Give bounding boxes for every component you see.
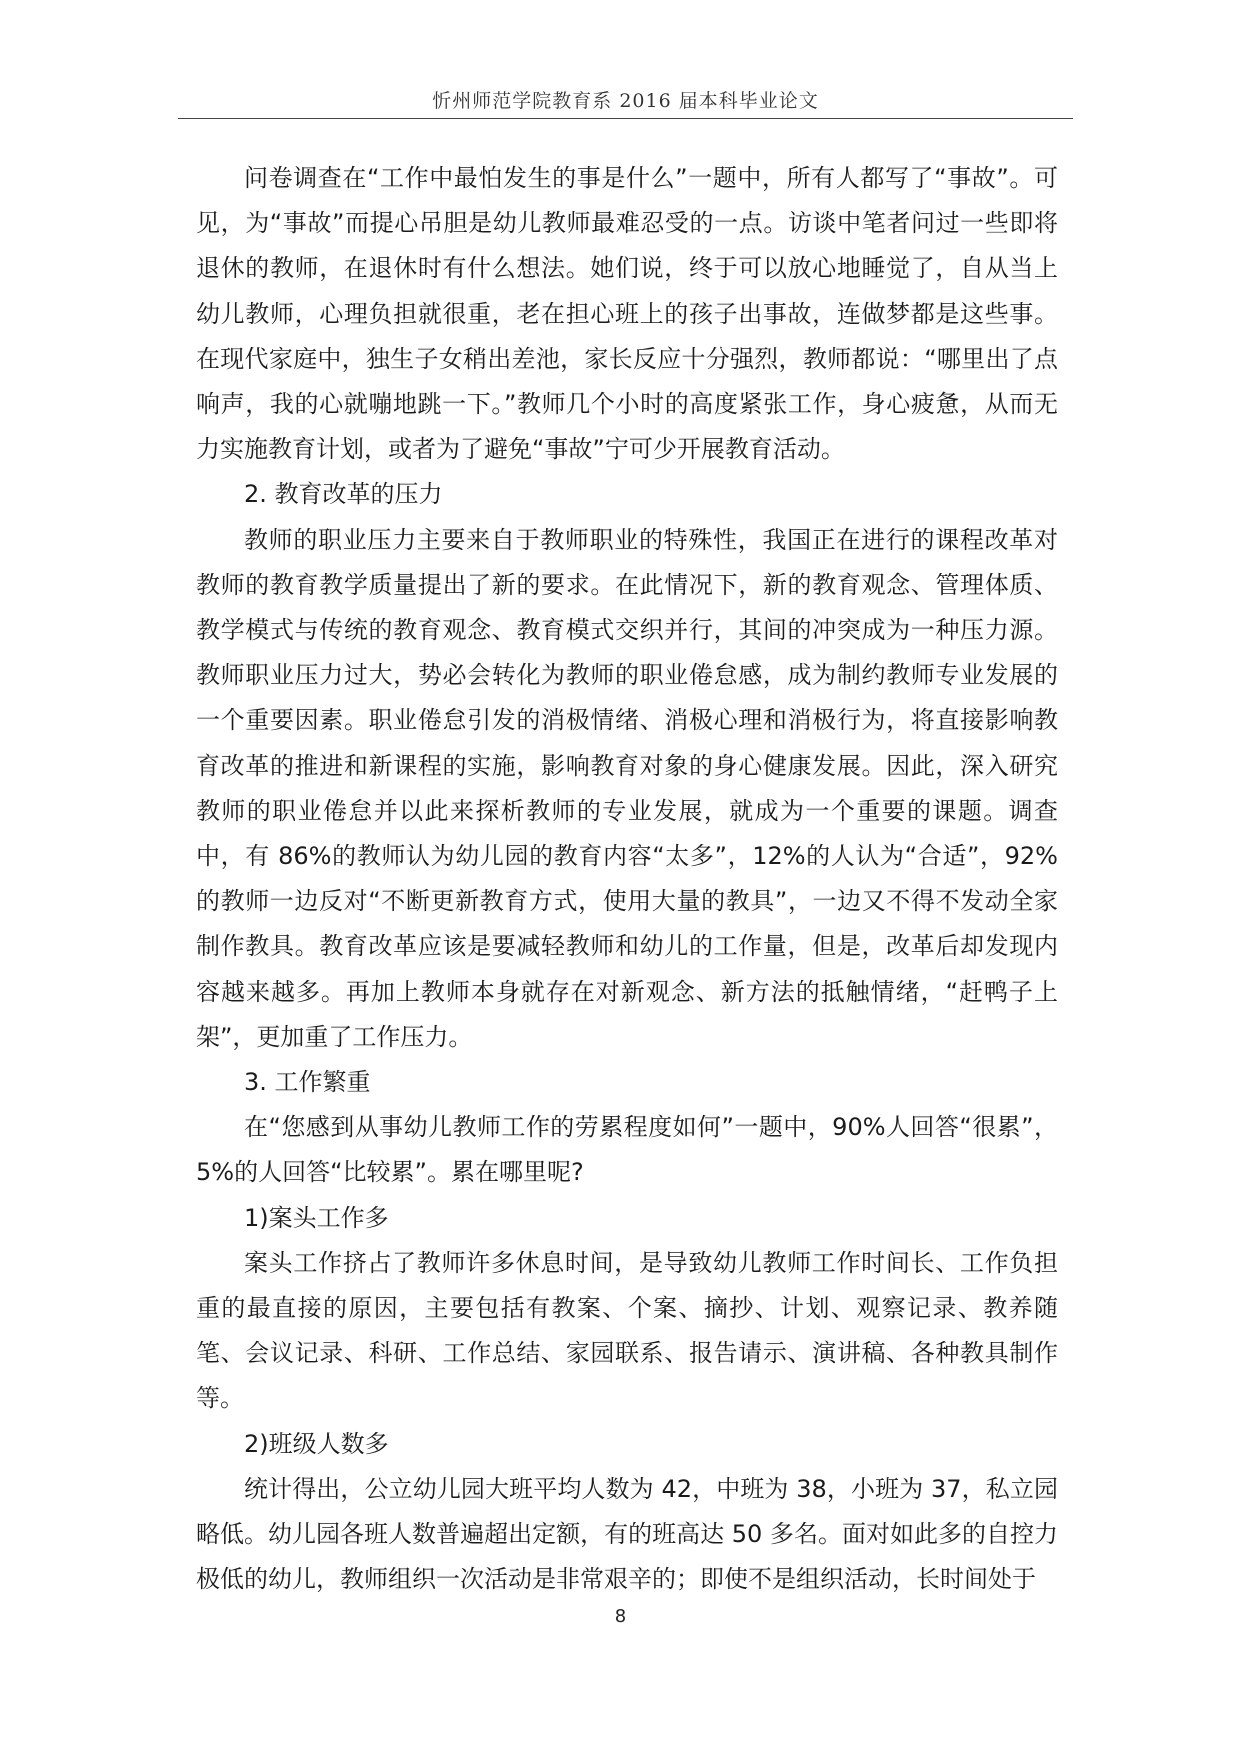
section-heading-heavy-workload: 3. 工作繁重: [244, 1068, 371, 1097]
subheading-class-size: 2)班级人数多: [244, 1429, 389, 1458]
section-heading-reform-pressure: 2. 教育改革的压力: [244, 480, 443, 509]
paragraph-class-size: 统计得出，公立幼儿园大班平均人数为 42，中班为 38，小班为 37，私立园略低。幼儿园各班人数普遍超出定额，有的班高达 50 多名。面对如此多的自控力极低的幼儿，教师组织一次活动是非常艰辛的；即使不是组织活动，长时间处于: [196, 1474, 1058, 1594]
paragraph-accident-fear: 问卷调查在“工作中最怕发生的事是什么”一题中，所有人都写了“事故”。可见，为“事故”而提心吊胆是幼儿教师最难忍受的一点。访谈中笔者问过一些即将退休的教师，在退休时有什么想法。她们说，终于可以放心地睡觉了，自从当上幼儿教师，心理负担就很重，老在担心班上的孩子出事故，连做梦都是这些事。在现代家庭中，独生子女稍出差池，家长反应十分强烈，教师都说：“哪里出了点响声，我的心就嘣地跳一下。”教师几个小时的高度紧张工作，身心疲惫，从而无力实施教育计划，或者为了避免“事故”宁可少开展教育活动。: [196, 164, 1058, 464]
paragraph-workload-survey: 在“您感到从事幼儿教师工作的劳累程度如何”一题中，90%人回答“很累”，5%的人回答“比较累”。累在哪里呢?: [196, 1113, 1058, 1187]
running-header: 忻州师范学院教育系 2016 届本科毕业论文: [432, 90, 819, 112]
paragraph-reform-pressure: 教师的职业压力主要来自于教师职业的特殊性，我国正在进行的课程改革对教师的教育教学质量提出了新的要求。在此情况下，新的教育观念、管理体质、教学模式与传统的教育观念、教育模式交织并行，其间的冲突成为一种压力源。教师职业压力过大，势必会转化为教师的职业倦怠感，成为制约教师专业发展的一个重要因素。职业倦怠引发的消极情绪、消极心理和消极行为，将直接影响教育改革的推进和新课程的实施，影响教育对象的身心健康发展。因此，深入研究教师的职业倦怠并以此来探析教师的专业发展，就成为一个重要的课题。调查中，有 86%的教师认为幼儿园的教育内容“太多”，12%的人认为“合适”，92%的教师一边反对“不断更新教育方式，使用大量的教具”，一边又不得不发动全家制作教具。教育改革应该是要减轻教师和幼儿的工作量，但是，改革后却发现内容越来越多。再加上教师本身就存在对新观念、新方法的抵触情绪，“赶鸭子上架”，更加重了工作压力。: [196, 525, 1058, 1051]
header-rule: [178, 118, 1073, 119]
body-text: [196, 156, 1058, 1603]
page-number: 8: [614, 1606, 627, 1627]
paragraph-desk-work: 案头工作挤占了教师许多休息时间，是导致幼儿教师工作时间长、工作负担重的最直接的原因，主要包括有教案、个案、摘抄、计划、观察记录、教养随笔、会议记录、科研、工作总结、家园联系、报告请示、演讲稿、各种教具制作等。: [196, 1248, 1058, 1413]
subheading-desk-work: 1)案头工作多: [244, 1203, 389, 1232]
